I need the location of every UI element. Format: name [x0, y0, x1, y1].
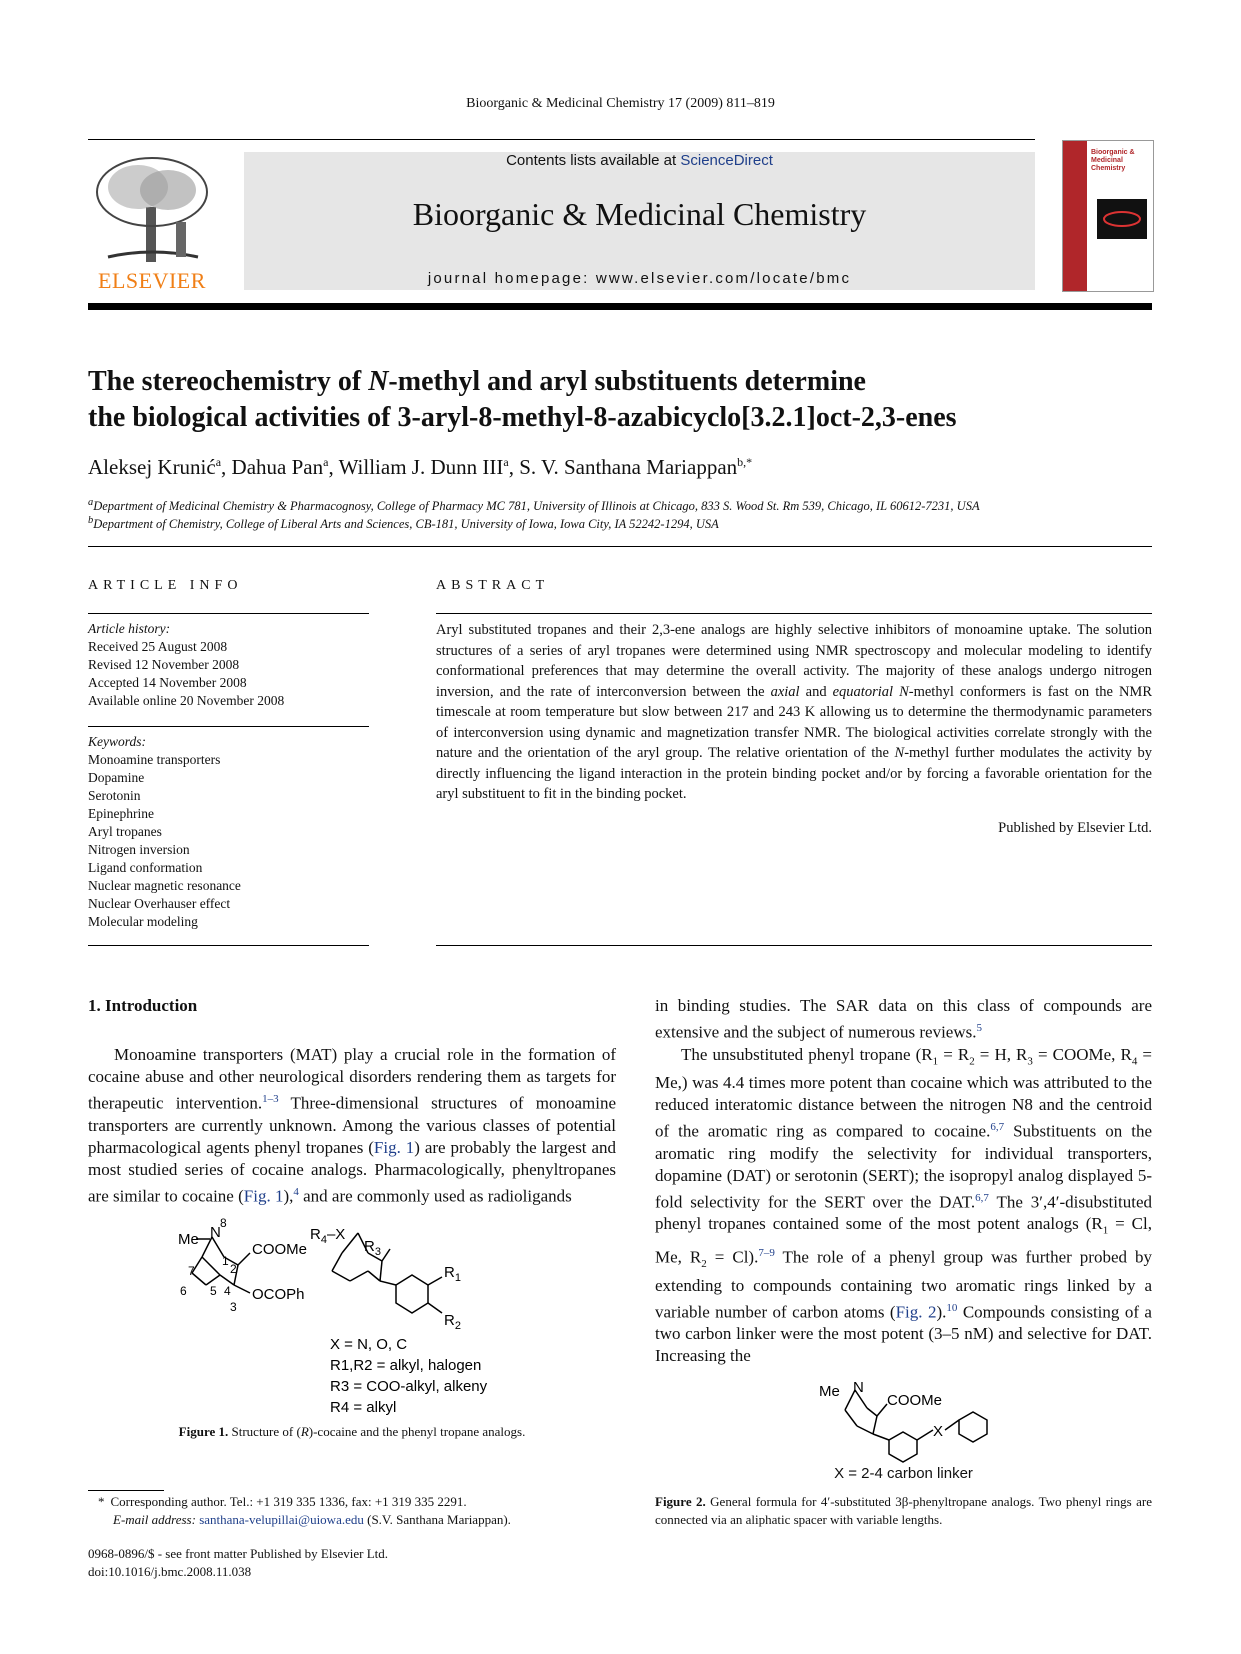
history-item: Received 25 August 2008 — [88, 639, 228, 654]
figure-2-link[interactable]: Fig. 2 — [895, 1302, 937, 1322]
cover-title: Bioorganic & Medicinal Chemistry — [1091, 149, 1135, 172]
abstract-rule — [436, 613, 1152, 614]
email-note: E-mail address: santhana-velupillai@uiowa.edu (S.V. Santhana Mariappan). — [113, 1512, 511, 1527]
abstract-text: Aryl substituted tropanes and their 2,3-ene analogs are highly selective inhibitors of monoamine uptake. The solution structures of a series of aryl tropanes were determined using NMR spectroscopy and molecular modeling to identify conformational preferences that may determine the overall activity. The majority of these analogs undergo nitrogen inversion, and the rate of interconversion between the axial and equatorial N-methyl conformers is fast on the NMR timescale at room temperature but slow between 217 and 243 K allowing us to determine the thermodynamic parameters of interconversion using dynamic and magnetization transfer NMR. The biological activities correlate strongly with the nature and the orientation of the aryl group. The relative orientation of the N-methyl further modulates the activity by directly influencing the ligand interaction in the protein binding pocket and/or by forcing a favorable orientation for the aryl substituent to fit in the binding pocket. — [436, 622, 1153, 802]
fig1-atom-number: 5 — [210, 1284, 217, 1298]
email-link[interactable]: santhana-velupillai@uiowa.edu — [199, 1512, 364, 1527]
fig1-r2-label: $R_2$ — [444, 1312, 461, 1332]
figure-1-link[interactable]: Fig. 1 — [243, 1186, 284, 1206]
figure-2-structure — [815, 1374, 1065, 1474]
keyword: Dopamine — [88, 770, 145, 785]
keyword: Epinephrine — [88, 806, 154, 821]
citation-link[interactable]: 4 — [293, 1185, 299, 1198]
fig1-atom-number: 1 — [222, 1254, 229, 1268]
citation-link[interactable]: 10 — [946, 1301, 958, 1314]
journal-title: Bioorganic & Medicinal Chemistry — [412, 196, 867, 232]
history-item: Available online 20 November 2008 — [88, 693, 285, 708]
citation-link[interactable]: 6,7 — [990, 1121, 1005, 1134]
citation-link[interactable]: 7–9 — [758, 1246, 775, 1259]
citation-link[interactable]: 5 — [976, 1022, 982, 1034]
doi-line: doi:10.1016/j.bmc.2008.11.038 — [88, 1564, 252, 1579]
figure-1-structures — [170, 1215, 550, 1415]
history-item: Accepted 14 November 2008 — [88, 675, 247, 690]
keyword: Nuclear magnetic resonance — [88, 878, 241, 893]
fig1-legend-line: R4 = alkyl — [330, 1399, 397, 1415]
issn-line: 0968-0896/$ - see front matter Published by Elsevier Ltd. — [88, 1546, 389, 1561]
article-history — [88, 620, 284, 710]
fig1-atom-number: 8 — [220, 1216, 227, 1230]
keywords-label: Keywords: — [88, 734, 146, 749]
author: S. V. Santhana Mariappan$^{b,*}$ — [519, 455, 753, 479]
affiliation-a: $^a$Department of Medicinal Chemistry & Pharmacognosy, College of Pharmacy MC 781, University of Illinois at Chicago, 833 S. Wood St. Rm 539, Chicago, IL 60612-7231, USA — [88, 497, 980, 514]
keyword: Ligand conformation — [88, 860, 203, 875]
article-info-rule — [88, 613, 369, 614]
fig1-atom-number: 3 — [230, 1300, 237, 1314]
fig1-n-label: N — [210, 1224, 221, 1241]
header-thick-rule — [88, 303, 1152, 310]
keyword: Nuclear Overhauser effect — [88, 896, 231, 911]
article-title — [88, 364, 1152, 436]
journal-cover — [1062, 140, 1154, 292]
fig1-legend-line: X = N, O, C — [330, 1336, 408, 1353]
elsevier-wordmark: ELSEVIER — [98, 268, 206, 293]
keywords — [88, 733, 241, 931]
journal-homepage[interactable]: journal homepage: www.elsevier.com/locate/bmc — [427, 270, 852, 287]
citation-link[interactable]: 6,7 — [975, 1191, 989, 1204]
section-heading-introduction: 1. Introduction — [88, 996, 198, 1015]
sciencedirect-link[interactable]: ScienceDirect — [680, 152, 773, 169]
fig1-legend-line: R3 = COO-alkyl, alkeny — [330, 1378, 488, 1395]
fig1-legend-line: R1,R2 = alkyl, halogen — [330, 1357, 482, 1374]
cover-image — [1097, 199, 1147, 239]
figure-2-linker-label: X = 2-4 carbon linker — [834, 1465, 973, 1482]
info-bottom-rule — [88, 945, 369, 946]
history-label: Article history: — [88, 621, 171, 636]
fig1-coome-label: COOMe — [252, 1241, 308, 1258]
intro-column-1: Monoamine transporters (MAT) play a crucial role in the formation of cocaine abuse and other neurological disorders rendering them as targets for therapeutic intervention.$^{1-3}$ Three-dimensional structures of monoamine transporters are currently unknown. Among the various classes of potential pharmacological agents phenyl tropanes (Fig. 1) are probably the largest and most studied series of cocaine analogs. Pharmacologically, phenyltropanes are similar to cocaine (Fig. 1),$^4$ and are commonly used as radioligands — [88, 1045, 616, 1206]
figure-1-caption: Figure 1. Structure of (R)-cocaine and the phenyl tropane analogs. — [178, 1424, 526, 1439]
author: Dahua Pan$^a$, — [231, 455, 339, 479]
keywords-rule — [88, 726, 369, 727]
abstract-heading: ABSTRACT — [436, 578, 550, 593]
keyword: Monoamine transporters — [88, 752, 221, 767]
fig1-r3-label: $R_3$ — [364, 1238, 381, 1258]
title-line-2: the biological activities of 3-aryl-8-methyl-8-azabicyclo[3.2.1]oct-2,3-enes — [88, 402, 957, 433]
author: William J. Dunn III$^a$, — [338, 455, 520, 479]
author: Aleksej Krunić$^a$, — [88, 455, 232, 479]
title-line-1: The stereochemistry of N-methyl and aryl substituents determine — [88, 366, 866, 397]
fig1-atom-number: 4 — [224, 1284, 231, 1298]
published-by: Published by Elsevier Ltd. — [998, 820, 1152, 836]
fig2-coome-label: COOMe — [887, 1392, 943, 1409]
fig1-atom-number: 6 — [180, 1284, 187, 1298]
keyword: Serotonin — [88, 788, 141, 803]
fig1-atom-number: 2 — [230, 1262, 237, 1276]
fig1-atom-number: 7 — [188, 1264, 195, 1278]
author-list — [88, 455, 752, 480]
fig1-r1-label: $R_1$ — [444, 1264, 461, 1284]
intro-column-2: in binding studies. The SAR data on this class of compounds are extensive and the subject of numerous reviews.$^5$ The unsubstituted phenyl tropane ($R_1 = R_2 = H$, $R_3$ = COOMe, $R_4 = Me$,) was 4.4 times more potent than cocaine which was attributed to the reduced interatomic distance between the nitrogen N8 and the centroid of the aromatic ring as compared to cocaine.$^{6,7}$ Substituents on the aromatic ring modify the selectivity for individual transporters, dopamine (DAT) or serotonin (SERT); the isopropyl analog displayed 5-fold selectivity for the SERT over the DAT.$^{6,7}$ The 3′,4′-disubstituted phenyl tropanes contained some of the most potent analogs ($R_1 = Cl$, Me, $R_2 = Cl).^{7-9}$ The role of a phenyl group was further probed by extending to compounds containing two aromatic rings linked by a variable number of carbon atoms (Fig. 2).$^{10}$ Compounds consisting of a two carbon linker were the most potent (3–5 nM) and selective for DAT. Increasing the — [655, 996, 1153, 1366]
keyword: Nitrogen inversion — [88, 842, 190, 857]
contents-line — [244, 152, 1035, 169]
figure-2-caption: Figure 2. General formula for 4′-substituted 3β-phenyltropane analogs. Two phenyl rings are connected via an aliphatic spacer with variable lengths. — [655, 1494, 1153, 1527]
fig1-ocoph-label: OCOPh — [252, 1286, 305, 1303]
history-item: Revised 12 November 2008 — [88, 657, 240, 672]
fig2-n-label: N — [853, 1379, 864, 1396]
fig1-me-label: Me — [178, 1231, 199, 1248]
header-rule — [88, 139, 1035, 140]
article-info-heading: ARTICLE INFO — [88, 578, 243, 593]
affiliation-rule — [88, 546, 1152, 547]
figure-1-link[interactable]: Fig. 1 — [373, 1137, 415, 1157]
journal-reference: Bioorganic & Medicinal Chemistry 17 (2009) 811–819 — [466, 96, 775, 111]
footnote-rule — [88, 1490, 164, 1491]
abstract-bottom-rule — [436, 945, 1152, 946]
corresponding-author-note: * Corresponding author. Tel.: +1 319 335 1336, fax: +1 319 335 2291. — [98, 1494, 467, 1509]
fig2-x-label: X — [933, 1423, 944, 1440]
citation-link[interactable]: 1–3 — [262, 1093, 279, 1105]
fig2-me-label: Me — [819, 1383, 840, 1400]
fig1-r4-label: $R_4-X$ — [310, 1226, 346, 1246]
keyword: Aryl tropanes — [88, 824, 162, 839]
contents-prefix: Contents lists available at — [506, 152, 677, 169]
affiliation-b: $^b$Department of Chemistry, College of Liberal Arts and Sciences, CB-181, University of Iowa, Iowa City, IA 52242-1294, USA — [88, 515, 719, 532]
keyword: Molecular modeling — [88, 914, 198, 929]
